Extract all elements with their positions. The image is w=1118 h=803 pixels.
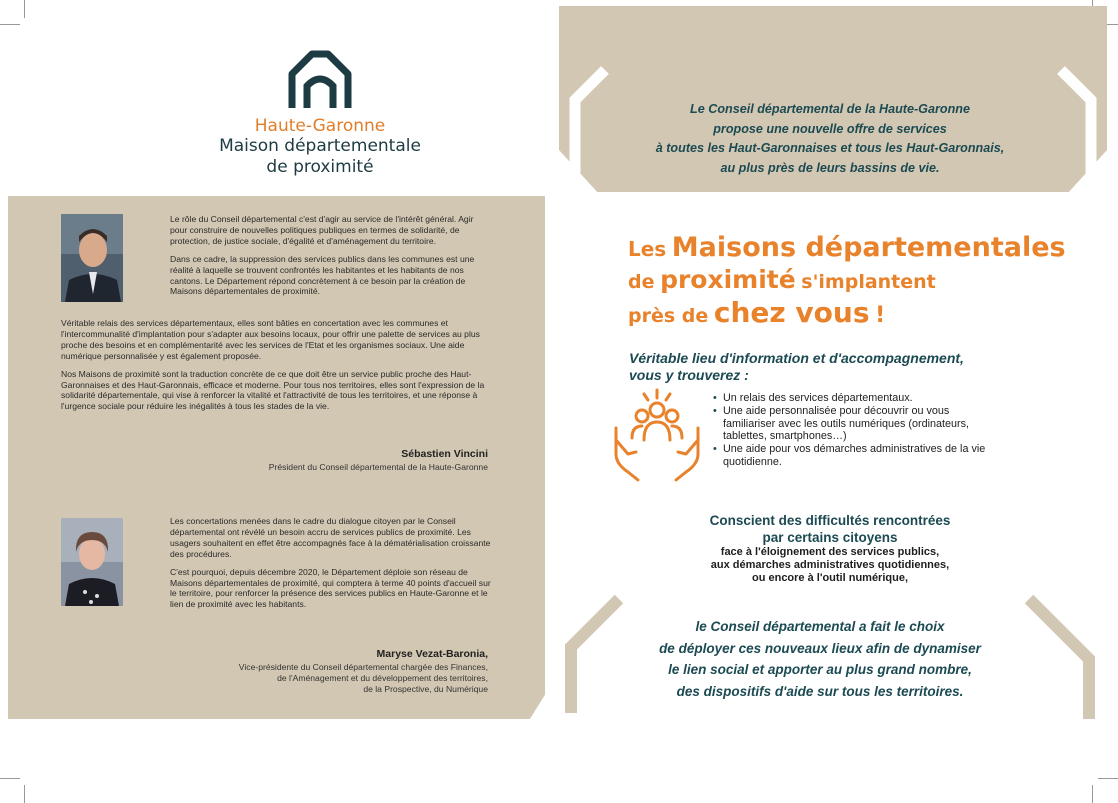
closing-line: des dispositifs d'aide sur tous les territoires. bbox=[676, 683, 964, 699]
signature-name: Maryse Vezat-Baronia, bbox=[376, 648, 488, 660]
conscient-line: aux démarches administratives quotidiennes, bbox=[710, 559, 950, 571]
panel-corner-cut bbox=[528, 690, 548, 722]
banner-line: au plus près de leurs bassins de vie. bbox=[720, 160, 940, 175]
headline-word: près de bbox=[628, 305, 709, 327]
headline-word: Maisons départementales bbox=[671, 232, 1066, 263]
closing-line: de déployer ces nouveaux lieux afin de dynamiser bbox=[659, 640, 981, 656]
conscient-line: face à l'éloignement des services publics, bbox=[720, 546, 940, 558]
headline-word: de bbox=[628, 271, 655, 293]
editorial2-text bbox=[170, 516, 492, 617]
headline-word: chez vous bbox=[713, 296, 870, 329]
signature-title: Président du Conseil départemental de la Haute-Garonne bbox=[268, 462, 488, 472]
crop-mark bbox=[1092, 785, 1093, 803]
crop-mark bbox=[24, 0, 25, 18]
paragraph: Le rôle du Conseil départemental c'est d'agir au service de l'intérêt général. Agir pour construire de nouvelles politiques publiques en termes de solidarité, de protection, de justice sociale, d'égalité et d'aménagement du territoire. bbox=[170, 214, 474, 246]
list-item: • Une aide personnalisée pour découvrir ou vous familiariser avec les outils numériques (ordinateurs, tablettes, smartphones…) bbox=[713, 405, 993, 443]
offer-heading-line: Véritable lieu d'information et d'accompagnement, bbox=[629, 350, 964, 366]
logo bbox=[190, 50, 450, 178]
paragraph: Les concertations menées dans le cadre du dialogue citoyen par le Conseil départemental ont révélé un besoin accru de services publics de proximité. Les usagers souhaitent en effet être accompagnés face à la dématérialisation croissante des procédures. bbox=[170, 516, 491, 559]
paragraph: C'est pourquoi, depuis décembre 2020, le Département déploie son réseau de Maisons départementales de proximité, qui comptera à terme 40 points d'accueil sur le territoire, pour renforcer la présence des services publics en Haute-Garonne et le lien de proximité avec les habitants. bbox=[170, 566, 491, 610]
headline-word: s'implantent bbox=[801, 271, 936, 293]
signature-title-line: de l'Aménagement et du développement des territoires, bbox=[277, 673, 488, 683]
banner-line: à toutes les Haut-Garonnaises et tous les Haut-Garonnais, bbox=[655, 141, 1005, 155]
headline-word: ! bbox=[875, 303, 886, 328]
conscient-line: ou encore à l'outil numérique, bbox=[751, 572, 909, 584]
banner-line: propose une nouvelle offre de services bbox=[713, 121, 947, 136]
signature-name: Sébastien Vincini bbox=[401, 448, 488, 460]
crop-mark bbox=[1098, 778, 1118, 779]
offer-heading bbox=[629, 350, 1029, 384]
house-logo-icon bbox=[288, 50, 352, 112]
paragraph: Nos Maisons de proximité sont la traduction concrète de ce que doit être un service public proche des Haut-Garonnaises et des Haut-Garonnais, efficace et moderne. Pour tous nos territoires, elles sont l'expression de la solidarité départementale, qui vise à renforcer la vitalité et l'attractivité de tous les territoires, et une réponse à l'urgence sociale pour réduire les inégalités à tous les stades de la vie. bbox=[61, 368, 485, 412]
headline-word: proximité bbox=[660, 265, 796, 294]
offer-heading-line: vous y trouverez : bbox=[629, 367, 749, 383]
crop-mark bbox=[0, 24, 20, 25]
conscient-line: Conscient des difficultés rencontrées bbox=[709, 513, 951, 528]
paragraph: Dans ce cadre, la suppression des services publics dans les communes est une réalité à laquelle se trouvent confrontés les habitantes et les habitants de nos cantons. Le Département répond concrètement à ce besoin par la création de Maisons départementales de proximité. bbox=[170, 253, 475, 297]
portrait-photo bbox=[61, 518, 123, 606]
closing-line: le lien social et apporter au plus grand nombre, bbox=[668, 662, 972, 677]
conscient-line: par certains citoyens bbox=[762, 530, 898, 545]
signature-title-line: Vice-présidente du Conseil départemental chargée des Finances, bbox=[238, 662, 488, 672]
portrait-photo bbox=[61, 214, 123, 302]
editorial1-intro bbox=[170, 214, 492, 297]
paragraph: Véritable relais des services départementaux, elles sont bâties en concertation avec les communes et l'intercommunalité d'implantation pour s'adapter aux besoins locaux, pour offrir une palette de services au plus proche des besoins et en complémentarité avec les services de l'Etat et les organismes sociaux. Une aide numérique personnalisée y est également proposée. bbox=[61, 318, 480, 361]
offer-list bbox=[713, 392, 1013, 469]
conscient-block bbox=[640, 512, 1020, 585]
signature-title-line: de la Prospective, du Numérique bbox=[363, 684, 488, 694]
closing-text bbox=[620, 616, 1020, 702]
list-item: • Une aide pour vos démarches administratives de la vie quotidienne. bbox=[713, 443, 993, 469]
list-item: • Un relais des services départementaux. bbox=[713, 392, 1013, 405]
logo-subtitle: de proximité bbox=[266, 157, 374, 177]
crop-mark bbox=[24, 785, 25, 803]
people-in-hands-icon bbox=[610, 388, 704, 482]
logo-title: Maison départementale bbox=[219, 136, 421, 156]
signature-title bbox=[128, 662, 488, 695]
headline bbox=[628, 232, 1066, 334]
closing-line: le Conseil départemental a fait le choix bbox=[695, 619, 945, 634]
headline-word: Les bbox=[628, 237, 667, 261]
editorial-panel bbox=[8, 196, 545, 719]
banner-line: Le Conseil départemental de la Haute-Garonne bbox=[690, 102, 970, 116]
editorial1-body bbox=[61, 318, 491, 419]
crop-mark bbox=[0, 778, 20, 779]
banner-text bbox=[600, 100, 1060, 178]
logo-department-name: Haute-Garonne bbox=[254, 116, 386, 136]
